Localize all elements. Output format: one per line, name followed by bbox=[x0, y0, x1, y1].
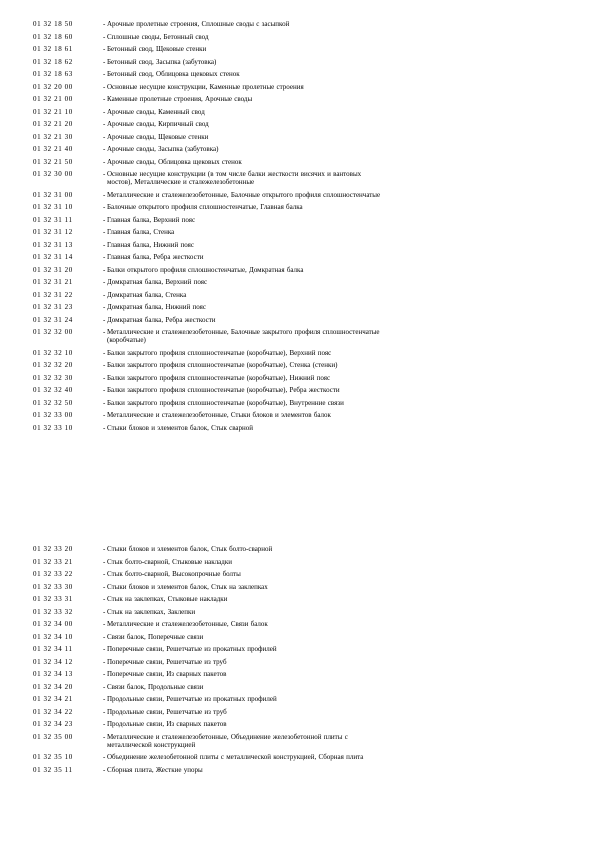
classifier-code: 01 32 33 20 bbox=[33, 545, 73, 553]
classifier-description: Балки закрытого профиля сплошностенчатые (коробчатые), Ребра жесткости bbox=[107, 386, 340, 394]
list-dash: - bbox=[103, 386, 106, 394]
classifier-row bbox=[33, 583, 393, 591]
list-dash: - bbox=[103, 765, 106, 774]
list-dash: - bbox=[103, 190, 106, 199]
classifier-description: Основные несущие конструкции (в том числе балки жесткости висячих и вантовых мостов), Металлические и сталежелезобетонные bbox=[107, 170, 362, 186]
classifier-code: 01 32 34 21 bbox=[33, 695, 73, 703]
classifier-row bbox=[33, 361, 393, 369]
classifier-description: Бетонный свод, Засыпка (забутовка) bbox=[107, 57, 217, 66]
classifier-row bbox=[33, 228, 393, 236]
classifier-list-lower bbox=[33, 545, 393, 778]
list-dash: - bbox=[103, 557, 106, 566]
classifier-row bbox=[33, 203, 393, 211]
classifier-row bbox=[33, 328, 393, 344]
list-dash: - bbox=[103, 203, 106, 211]
classifier-row bbox=[33, 695, 393, 703]
classifier-row bbox=[33, 83, 393, 91]
classifier-row bbox=[33, 720, 393, 728]
classifier-row bbox=[33, 291, 393, 299]
classifier-code: 01 32 33 21 bbox=[33, 557, 73, 566]
classifier-description: Стыки блоков и элементов балок, Стык болто-сварной bbox=[107, 545, 273, 553]
classifier-row bbox=[33, 33, 393, 41]
list-dash: - bbox=[103, 57, 106, 66]
classifier-description: Стык на заклепках, Стыковые накладки bbox=[107, 595, 228, 603]
classifier-row bbox=[33, 120, 393, 128]
list-dash: - bbox=[103, 595, 106, 603]
classifier-row bbox=[33, 545, 393, 553]
classifier-description: Балки закрытого профиля сплошностенчатые (коробчатые), Стенка (стенки) bbox=[107, 361, 338, 369]
classifier-description: Стык болто-сварной, Высокопрочные болты bbox=[107, 570, 241, 578]
classifier-code: 01 32 21 30 bbox=[33, 132, 73, 141]
classifier-code: 01 32 31 22 bbox=[33, 290, 73, 299]
classifier-row bbox=[33, 278, 393, 286]
classifier-description: Арочные своды, Засыпка (забутовка) bbox=[107, 145, 219, 153]
classifier-description: Металлические и сталежелезобетонные, Балочные закрытого профиля сплошностенчатые (коробчатые) bbox=[107, 328, 380, 344]
classifier-row bbox=[33, 708, 393, 716]
classifier-code: 01 32 18 61 bbox=[33, 45, 73, 53]
list-dash: - bbox=[103, 240, 106, 249]
classifier-code: 01 32 35 11 bbox=[33, 765, 73, 774]
list-dash: - bbox=[103, 695, 106, 703]
classifier-row bbox=[33, 170, 393, 186]
classifier-description: Арочные пролетные строения, Сплошные своды с засыпкой bbox=[107, 20, 290, 28]
classifier-code: 01 32 31 00 bbox=[33, 190, 73, 199]
classifier-description: Сплошные своды, Бетонный свод bbox=[107, 32, 209, 41]
classifier-description: Продольные связи, Из сварных пакетов bbox=[107, 720, 227, 728]
classifier-description: Каменные пролетные строения, Арочные своды bbox=[107, 95, 253, 103]
classifier-row bbox=[33, 633, 393, 641]
list-dash: - bbox=[103, 348, 106, 357]
classifier-description: Домкратная балка, Нижний пояс bbox=[107, 303, 206, 311]
classifier-code: 01 32 34 22 bbox=[33, 707, 73, 716]
classifier-code: 01 32 33 00 bbox=[33, 411, 73, 419]
classifier-code: 01 32 32 40 bbox=[33, 386, 73, 394]
list-dash: - bbox=[103, 373, 106, 382]
classifier-description: Металлические и сталежелезобетонные, Объединение железобетонной плиты с металлической конструкцией bbox=[107, 732, 348, 749]
list-dash: - bbox=[103, 707, 106, 716]
classifier-description: Бетонный свод, Щековые стенки bbox=[107, 45, 207, 53]
classifier-code: 01 32 21 10 bbox=[33, 107, 73, 116]
classifier-code: 01 32 18 63 bbox=[33, 70, 73, 78]
classifier-code: 01 32 21 40 bbox=[33, 145, 73, 153]
classifier-code: 01 32 35 10 bbox=[33, 753, 73, 761]
list-dash: - bbox=[103, 157, 106, 166]
list-dash: - bbox=[103, 265, 106, 274]
classifier-row bbox=[33, 316, 393, 324]
classifier-row bbox=[33, 216, 393, 224]
classifier-code: 01 32 31 12 bbox=[33, 228, 73, 236]
classifier-row bbox=[33, 386, 393, 394]
classifier-code: 01 32 33 30 bbox=[33, 582, 73, 591]
classifier-description: Продольные связи, Решетчатые из прокатных профилей bbox=[107, 695, 277, 703]
list-dash: - bbox=[103, 132, 106, 141]
classifier-row bbox=[33, 70, 393, 78]
list-dash: - bbox=[103, 328, 106, 336]
list-dash: - bbox=[103, 398, 106, 407]
classifier-row bbox=[33, 108, 393, 116]
list-dash: - bbox=[103, 145, 106, 153]
classifier-description: Металлические и сталежелезобетонные, Балочные открытого профиля сплошностенчатые bbox=[107, 190, 381, 199]
classifier-code: 01 32 21 20 bbox=[33, 120, 73, 128]
classifier-description: Основные несущие конструкции, Каменные пролетные строения bbox=[107, 82, 304, 91]
classifier-description: Арочные своды, Щековые стенки bbox=[107, 132, 209, 141]
classifier-row bbox=[33, 620, 393, 628]
classifier-code: 01 32 32 10 bbox=[33, 348, 73, 357]
list-dash: - bbox=[103, 95, 106, 103]
list-dash: - bbox=[103, 361, 106, 369]
classifier-description: Поперечные связи, Из сварных пакетов bbox=[107, 670, 227, 678]
classifier-code: 01 32 18 60 bbox=[33, 32, 73, 41]
classifier-description: Домкратная балка, Верхний пояс bbox=[107, 278, 208, 286]
classifier-code: 01 32 33 31 bbox=[33, 595, 73, 603]
classifier-description: Главная балка, Ребра жесткости bbox=[107, 253, 204, 261]
classifier-description: Балки закрытого профиля сплошностенчатые (коробчатые), Нижний пояс bbox=[107, 373, 331, 382]
classifier-row bbox=[33, 303, 393, 311]
classifier-code: 01 32 31 10 bbox=[33, 203, 73, 211]
list-dash: - bbox=[103, 582, 106, 591]
classifier-row bbox=[33, 45, 393, 53]
classifier-code: 01 32 34 11 bbox=[33, 645, 73, 653]
classifier-description: Балки закрытого профиля сплошностенчатые (коробчатые), Внутренние связи bbox=[107, 398, 344, 407]
classifier-row bbox=[33, 241, 393, 249]
classifier-row bbox=[33, 58, 393, 66]
list-dash: - bbox=[103, 253, 106, 261]
classifier-row bbox=[33, 374, 393, 382]
list-dash: - bbox=[103, 607, 106, 616]
classifier-list-upper bbox=[33, 20, 393, 436]
classifier-description: Поперечные связи, Решетчатые из труб bbox=[107, 657, 227, 666]
classifier-description: Стык болто-сварной, Стыковые накладки bbox=[107, 557, 232, 566]
list-dash: - bbox=[103, 670, 106, 678]
classifier-code: 01 32 31 23 bbox=[33, 303, 73, 311]
list-dash: - bbox=[103, 545, 106, 553]
list-dash: - bbox=[103, 82, 106, 91]
list-dash: - bbox=[103, 215, 106, 224]
classifier-description: Балки открытого профиля сплошностенчатые, Домкратная балка bbox=[107, 265, 304, 274]
classifier-row bbox=[33, 733, 393, 749]
list-dash: - bbox=[103, 278, 106, 286]
classifier-code: 01 32 30 00 bbox=[33, 170, 73, 178]
classifier-code: 01 32 34 10 bbox=[33, 632, 73, 641]
classifier-description: Металлические и сталежелезобетонные, Стыки блоков и элементов балок bbox=[107, 411, 331, 419]
classifier-description: Главная балка, Стенка bbox=[107, 228, 175, 236]
list-dash: - bbox=[103, 315, 106, 324]
list-dash: - bbox=[103, 170, 106, 178]
classifier-description: Стык на заклепках, Заклепки bbox=[107, 607, 196, 616]
classifier-code: 01 32 32 20 bbox=[33, 361, 73, 369]
classifier-code: 01 32 31 24 bbox=[33, 315, 73, 324]
classifier-description: Поперечные связи, Решетчатые из прокатных профилей bbox=[107, 645, 277, 653]
classifier-description: Домкратная балка, Стенка bbox=[107, 290, 187, 299]
classifier-description: Главная балка, Нижний пояс bbox=[107, 240, 194, 249]
classifier-description: Металлические и сталежелезобетонные, Связи балок bbox=[107, 620, 268, 628]
list-dash: - bbox=[103, 682, 106, 691]
classifier-description: Стыки блоков и элементов балок, Стык сварной bbox=[107, 423, 254, 432]
classifier-code: 01 32 20 00 bbox=[33, 82, 73, 91]
classifier-code: 01 32 34 00 bbox=[33, 620, 73, 628]
list-dash: - bbox=[103, 657, 106, 666]
classifier-code: 01 32 18 50 bbox=[33, 20, 73, 28]
classifier-row bbox=[33, 399, 393, 407]
list-dash: - bbox=[103, 423, 106, 432]
classifier-row bbox=[33, 670, 393, 678]
classifier-description: Арочные своды, Каменный свод bbox=[107, 107, 205, 116]
list-dash: - bbox=[103, 120, 106, 128]
classifier-code: 01 32 33 32 bbox=[33, 607, 73, 616]
classifier-code: 01 32 32 50 bbox=[33, 398, 73, 407]
classifier-row bbox=[33, 266, 393, 274]
list-dash: - bbox=[103, 107, 106, 116]
list-dash: - bbox=[103, 290, 106, 299]
classifier-code: 01 32 21 50 bbox=[33, 157, 73, 166]
list-dash: - bbox=[103, 645, 106, 653]
list-dash: - bbox=[103, 303, 106, 311]
classifier-row bbox=[33, 145, 393, 153]
list-dash: - bbox=[103, 70, 106, 78]
list-dash: - bbox=[103, 620, 106, 628]
classifier-code: 01 32 31 21 bbox=[33, 278, 73, 286]
classifier-row bbox=[33, 95, 393, 103]
classifier-description: Балки закрытого профиля сплошностенчатые (коробчатые), Верхний пояс bbox=[107, 348, 332, 357]
list-dash: - bbox=[103, 20, 106, 28]
classifier-row bbox=[33, 658, 393, 666]
classifier-description: Связи балок, Продольные связи bbox=[107, 682, 204, 691]
classifier-row bbox=[33, 766, 393, 774]
list-dash: - bbox=[103, 45, 106, 53]
classifier-code: 01 32 34 13 bbox=[33, 670, 73, 678]
classifier-code: 01 32 34 20 bbox=[33, 682, 73, 691]
classifier-description: Продольные связи, Решетчатые из труб bbox=[107, 707, 227, 716]
classifier-description: Главная балка, Верхний пояс bbox=[107, 215, 196, 224]
classifier-description: Связи балок, Поперечные связи bbox=[107, 632, 204, 641]
list-dash: - bbox=[103, 732, 106, 741]
classifier-description: Сборная плита, Жесткие упоры bbox=[107, 765, 203, 774]
classifier-description: Домкратная балка, Ребра жесткости bbox=[107, 315, 216, 324]
classifier-code: 01 32 34 23 bbox=[33, 720, 73, 728]
classifier-description: Арочные своды, Облицовка щековых стенок bbox=[107, 157, 242, 166]
classifier-row bbox=[33, 133, 393, 141]
classifier-row bbox=[33, 683, 393, 691]
classifier-row bbox=[33, 253, 393, 261]
classifier-code: 01 32 31 11 bbox=[33, 215, 73, 224]
classifier-row bbox=[33, 191, 393, 199]
classifier-code: 01 32 34 12 bbox=[33, 657, 73, 666]
classifier-row bbox=[33, 349, 393, 357]
list-dash: - bbox=[103, 411, 106, 419]
classifier-row bbox=[33, 570, 393, 578]
classifier-code: 01 32 33 22 bbox=[33, 570, 73, 578]
list-dash: - bbox=[103, 32, 106, 41]
list-dash: - bbox=[103, 228, 106, 236]
classifier-code: 01 32 31 14 bbox=[33, 253, 73, 261]
classifier-code: 01 32 31 20 bbox=[33, 265, 73, 274]
classifier-row bbox=[33, 424, 393, 432]
classifier-row bbox=[33, 558, 393, 566]
classifier-description: Арочные своды, Кирпичный свод bbox=[107, 120, 209, 128]
classifier-code: 01 32 21 00 bbox=[33, 95, 73, 103]
list-dash: - bbox=[103, 753, 106, 761]
classifier-row bbox=[33, 20, 393, 28]
classifier-code: 01 32 31 13 bbox=[33, 240, 73, 249]
classifier-row bbox=[33, 411, 393, 419]
classifier-code: 01 32 35 00 bbox=[33, 732, 73, 741]
classifier-row bbox=[33, 753, 393, 761]
classifier-description: Стыки блоков и элементов балок, Стык на заклепках bbox=[107, 582, 268, 591]
classifier-row bbox=[33, 595, 393, 603]
list-dash: - bbox=[103, 632, 106, 641]
classifier-code: 01 32 33 10 bbox=[33, 423, 73, 432]
classifier-description: Балочные открытого профиля сплошностенчатые, Главная балка bbox=[107, 203, 303, 211]
classifier-row bbox=[33, 158, 393, 166]
classifier-code: 01 32 32 00 bbox=[33, 328, 73, 336]
classifier-description: Объединение железобетонной плиты с металлической конструкцией, Сборная плита bbox=[107, 753, 364, 761]
classifier-row bbox=[33, 608, 393, 616]
classifier-description: Бетонный свод, Облицовка щековых стенок bbox=[107, 70, 240, 78]
list-dash: - bbox=[103, 570, 106, 578]
list-dash: - bbox=[103, 720, 106, 728]
classifier-code: 01 32 18 62 bbox=[33, 57, 73, 66]
classifier-code: 01 32 32 30 bbox=[33, 373, 73, 382]
classifier-row bbox=[33, 645, 393, 653]
